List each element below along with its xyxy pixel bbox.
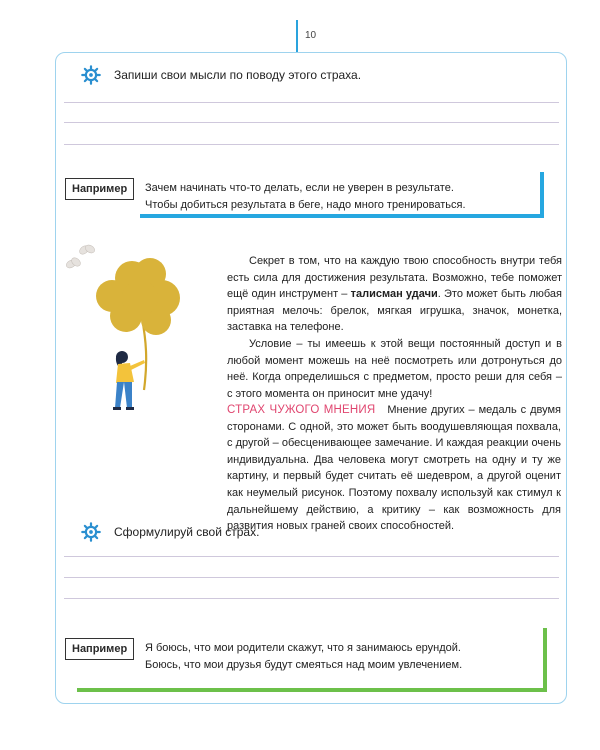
- example-bracket-vertical: [540, 172, 544, 217]
- writing-line-2[interactable]: [64, 122, 559, 123]
- page-number: 10: [305, 30, 317, 41]
- writing-line-3[interactable]: [64, 144, 559, 145]
- prompt-row-2: [80, 520, 259, 544]
- example-bracket-horizontal: [140, 214, 544, 218]
- decorative-flowers-icon: [65, 243, 96, 269]
- example-bracket-horizontal-green: [77, 688, 547, 692]
- gear-icon: [80, 64, 102, 86]
- paragraph-2: Условие – ты имеешь к этой вещи постоянный доступ и в любой момент можешь на неё посмотреть или дотронуться до неё. Когда определишься с предметом, просто реши для себя – с этого момента он приносит мне удачу!: [227, 337, 562, 400]
- example-line: Чтобы добиться результата в беге, надо много тренироваться.: [145, 199, 466, 211]
- writing-line-5[interactable]: [64, 577, 559, 578]
- example-text-2: [145, 640, 462, 674]
- example-line: Боюсь, что мои друзья будут смеяться над моим увлечением.: [145, 659, 463, 671]
- example-label-1: Например: [65, 178, 134, 200]
- example-line: Я боюсь, что мои родители скажут, что я занимаюсь ерундой.: [145, 642, 461, 654]
- talisman-bold-text: талисман удачи: [350, 288, 438, 301]
- example-text-1: [145, 180, 466, 214]
- paragraph-1: Секрет в том, что на каждую твою способность внутри тебя есть сила для достижения результата. Возможно, тебе поможет ещё один инструмент – талисман удачи. Это может быть любая приятная мелочь: брелок, мягкая игрушка, значок, монетка, заставка на телефоне.: [227, 255, 562, 334]
- writing-line-4[interactable]: [64, 556, 559, 557]
- section-heading: СТРАХ ЧУЖОГО МНЕНИЯ: [227, 404, 376, 416]
- clover-icon: [96, 258, 180, 335]
- writing-line-6[interactable]: [64, 598, 559, 599]
- prompt-row-1: [80, 63, 361, 87]
- section-opinion: [64, 402, 561, 535]
- prompt-text-2: Сформулируй свой страх.: [114, 525, 260, 539]
- example-bracket-vertical-green: [543, 628, 547, 691]
- example-line: Зачем начинать что-то делать, если не уверен в результате.: [145, 182, 454, 194]
- prompt-text-1: Запиши свои мысли по поводу этого страха.: [114, 68, 362, 82]
- example-label-2: Например: [65, 638, 134, 660]
- clover-girl-illustration: [60, 240, 190, 422]
- section-text: Мнение других – медаль с двумя сторонами. С одной, это может быть воодушевляющая похвала, с другой – обесценивающее замечание. И каждая реакции очень индивидуальна. Два человека могут смотреть на одну и ту же картину, и первый будет считать её шедевром, а другой оценит как неумелый рисунок. Поэтому похвалу используй как стимул к дальнейшему действию, а критику – как возможность для развития новых граней своих способностей.: [227, 404, 561, 533]
- paragraph-block: [227, 253, 562, 402]
- page-number-divider: [296, 20, 298, 52]
- gear-icon: [80, 521, 102, 543]
- writing-line-1[interactable]: [64, 102, 559, 103]
